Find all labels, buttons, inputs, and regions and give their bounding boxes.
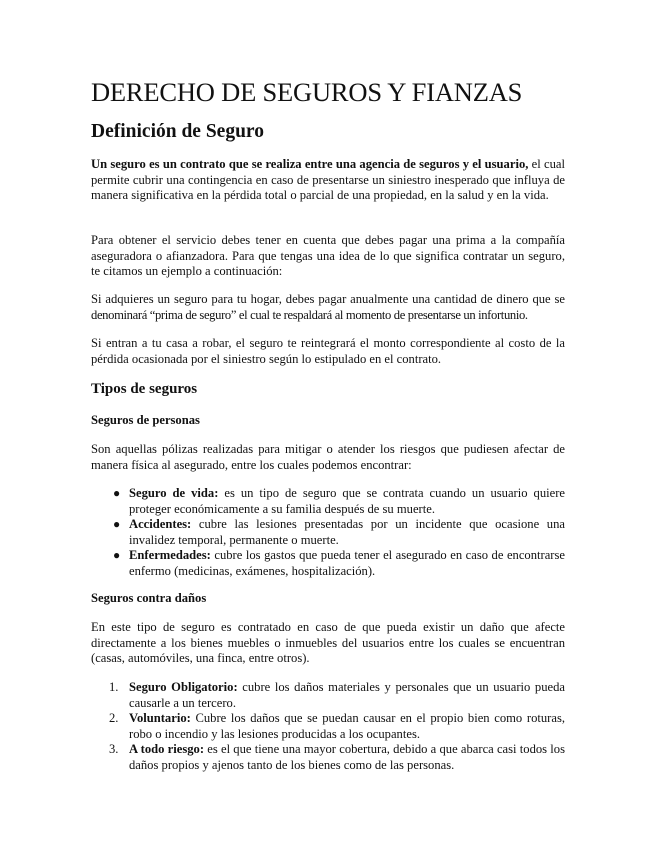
definition-lead-rest: el cual permite cubrir una contingencia en caso de presentarse un siniestro inesperado que influya de manera significativa en la pérdida total o parcial de una propiedad, en la salud y en la vida. (91, 157, 565, 203)
bullet-icon: ● (113, 548, 121, 563)
list-item-text: Cubre los daños que se puedan causar en el propio bien como roturas, robo o incendio y las lesiones producidas a los ocupantes. (129, 711, 565, 741)
list-number: 1. (109, 680, 119, 694)
bullet-icon: ● (113, 517, 121, 532)
list-item-text: cubre los daños materiales y personales que un usuario pueda causarle a un tercero. (129, 680, 565, 710)
definition-heading: Definición de Seguro (91, 121, 264, 142)
definition-paragraph-3 (91, 292, 565, 323)
list-item (91, 517, 565, 548)
list-number: 3. (109, 742, 119, 757)
list-item-label: Voluntario: (129, 711, 191, 726)
list-item (91, 548, 565, 579)
list-item-label: Seguro de vida: (129, 486, 219, 500)
paragraph-3-line-2: denominará “prima de seguro” el cual te respaldará al momento de presentarse un infortunio. (91, 307, 528, 322)
types-heading: Tipos de seguros (91, 381, 198, 397)
danos-heading: Seguros contra daños (91, 591, 207, 605)
definition-lead-bold: Un seguro es un contrato que se realiza entre una agencia de seguros y el usuario, (91, 157, 529, 171)
list-item-label: Accidentes: (129, 517, 192, 532)
danos-intro: En este tipo de seguro es contratado en caso de que pueda existir un daño que afecte directamente a los bienes muebles o inmuebles del usuarios entre los cuales se encuentran (casas, automóviles, una finca, entre otros). (91, 620, 565, 666)
danos-list (91, 680, 565, 774)
list-item-label: Enfermedades: (129, 548, 211, 563)
list-item-text: cubre las lesiones presentadas por un incidente que ocasione una invalidez temporal, permanente o muerte. (129, 517, 565, 547)
definition-paragraph-1 (91, 157, 565, 204)
bullet-icon: ● (113, 486, 121, 500)
personas-list (91, 486, 565, 580)
list-item-text: es un tipo de seguro que se contrata cuando un usuario quiere proteger económicamente a su familia después de su muerte. (129, 486, 565, 516)
list-item-label: Seguro Obligatorio: (129, 680, 238, 694)
list-item-text: cubre los gastos que pueda tener el asegurado en caso de encontrarse enfermo (medicinas, exámenes, hospitalización). (129, 548, 565, 578)
personas-intro: Son aquellas pólizas realizadas para mitigar o atender los riesgos que pudiesen afectar de manera física al asegurado, entre los cuales podemos encontrar: (91, 442, 565, 472)
list-item (91, 486, 565, 517)
list-item (91, 711, 565, 742)
list-item (91, 680, 565, 711)
definition-paragraph-2: Para obtener el servicio debes tener en cuenta que debes pagar una prima a la compañía aseguradora o afianzadora. Para que tengas una idea de lo que significa contratar un seguro, te citamos un ejemplo a continuación: (91, 233, 565, 279)
definition-paragraph-4: Si entran a tu casa a robar, el seguro te reintegrará el monto correspondiente al costo de la pérdida ocasionada por el siniestro según lo estipulado en el contrato. (91, 336, 565, 366)
personas-heading: Seguros de personas (91, 413, 200, 427)
paragraph-3-line-1: Si adquieres un seguro para tu hogar, debes pagar anualmente una cantidad de dinero que se (91, 292, 565, 306)
list-item-text: es el que tiene una mayor cobertura, debido a que abarca casi todos los daños propios y ajenos tanto de los bienes como de las personas. (129, 742, 565, 772)
list-item (91, 742, 565, 773)
list-item-label: A todo riesgo: (129, 742, 205, 757)
list-number: 2. (109, 711, 119, 726)
document-title: DERECHO DE SEGUROS Y FIANZAS (91, 77, 523, 107)
